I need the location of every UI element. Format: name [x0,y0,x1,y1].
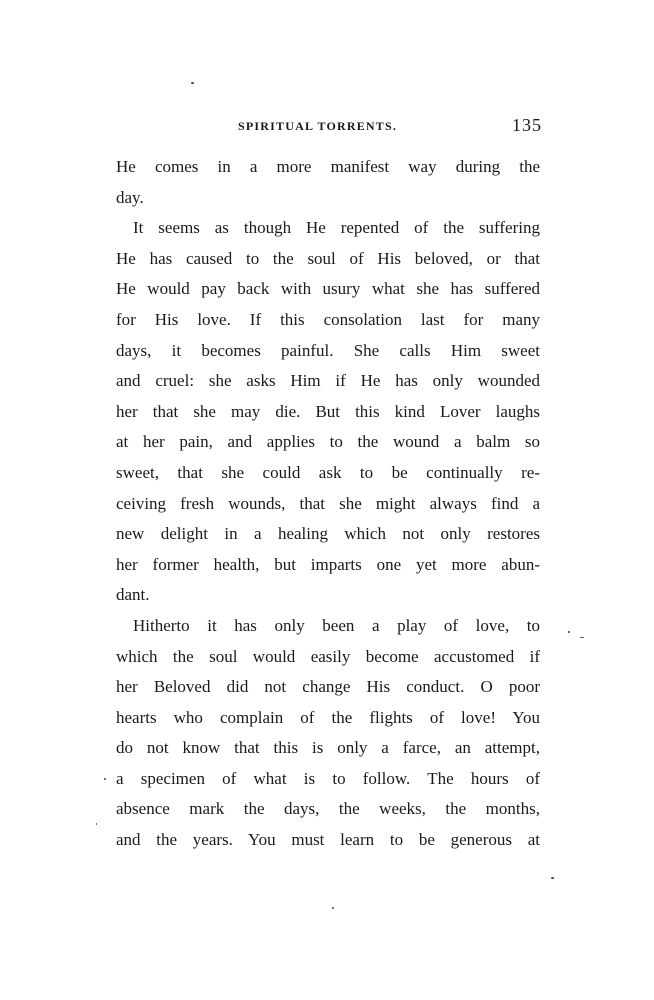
text-line: at her pain, and applies to the wound a balm so [116,432,540,452]
text-line: a specimen of what is to follow. The hours of [116,768,540,788]
body-text [116,152,540,856]
running-title: SPIRITUAL TORRENTS. [238,119,398,133]
text-line: hearts who complain of the flights of love! You [116,707,540,727]
text-line: sweet, that she could ask to be continually re- [116,462,540,482]
text-line: and cruel: she asks Him if He has only wounded [116,371,540,391]
text-line: He has caused to the soul of His beloved, or that [116,248,540,268]
text-line: It seems as though He repented of the suffering [133,218,540,238]
scan-speck [96,823,97,825]
text-line: new delight in a healing which not only restores [116,524,540,544]
text-line: He would pay back with usury what she has suffered [116,279,540,299]
text-line: day. [116,187,144,207]
text-line: days, it becomes painful. She calls Him sweet [116,340,540,360]
text-line: her Beloved did not change His conduct. O poor [116,677,540,697]
running-head [116,115,542,139]
scan-speck [104,778,106,780]
text-line: her former health, but imparts one yet more abun- [116,554,540,574]
text-line: for His love. If this consolation last for many [116,309,540,329]
scan-speck [551,877,554,879]
scan-speck [568,631,570,633]
text-line: Hitherto it has only been a play of love, to [133,615,540,635]
text-line: and the years. You must learn to be generous at [116,830,540,850]
text-line: do not know that this is only a farce, an attempt, [116,738,540,758]
text-line: ceiving fresh wounds, that she might always find a [116,493,540,513]
text-line: her that she may die. But this kind Lover laughs [116,401,540,421]
scan-speck [332,907,334,909]
text-line: He comes in a more manifest way during the [116,157,540,176]
text-line: dant. [116,585,150,605]
scan-speck [580,637,584,638]
scan-speck [191,82,194,84]
text-line: absence mark the days, the weeks, the months, [116,799,540,819]
page-number: 135 [512,115,542,135]
text-line: which the soul would easily become accustomed if [116,646,540,666]
